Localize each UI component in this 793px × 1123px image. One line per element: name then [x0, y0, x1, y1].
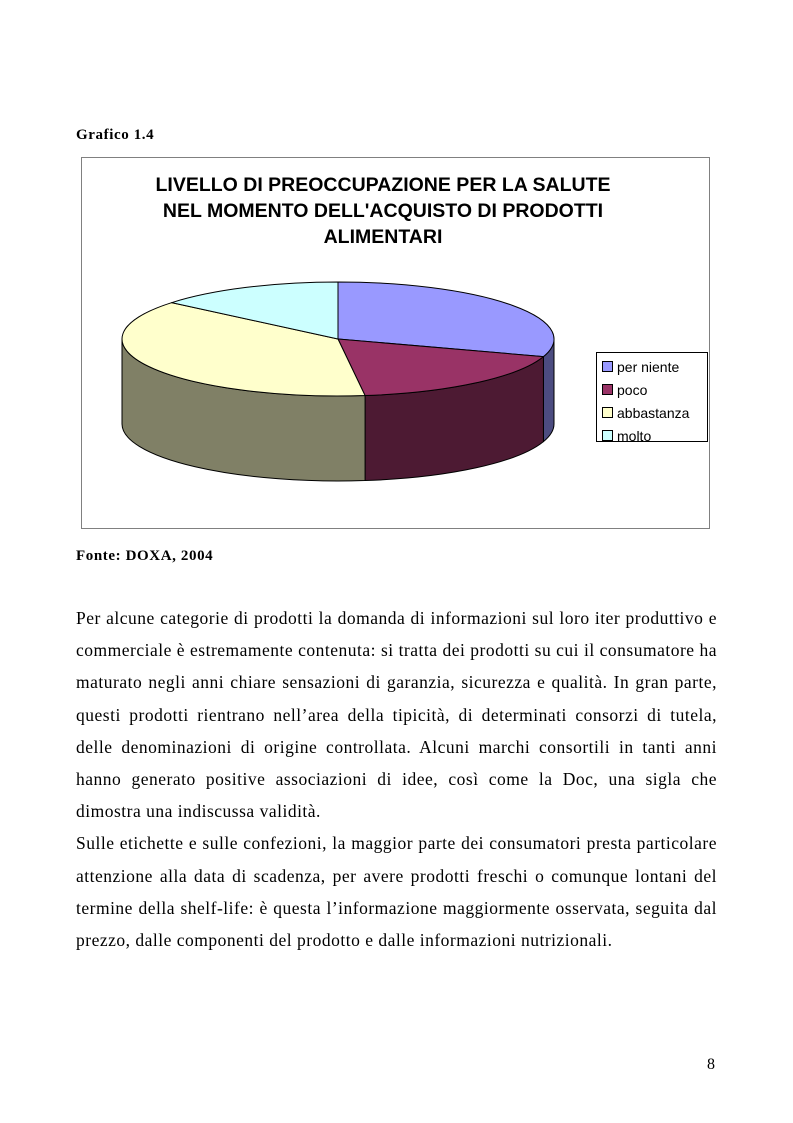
figure-label: Grafico 1.4 — [76, 127, 155, 143]
legend-item-abbastanza — [602, 401, 707, 424]
pie-chart — [81, 157, 710, 529]
body-text — [76, 602, 717, 956]
chart-title — [118, 172, 648, 250]
chart-title-line-2: NEL MOMENTO DELL'ACQUISTO DI PRODOTTI — [162, 200, 604, 222]
legend-swatch-molto — [602, 430, 613, 441]
legend-swatch-abbastanza — [602, 407, 613, 418]
legend-swatch-per-niente — [602, 361, 613, 372]
chart-title-line-3: ALIMENTARI — [323, 226, 443, 248]
source-label: Fonte: DOXA, 2004 — [76, 548, 214, 564]
legend-label-molto: molto — [617, 427, 652, 444]
legend-item-poco — [602, 378, 707, 401]
legend-swatch-poco — [602, 384, 613, 395]
chart-title-line-1: LIVELLO DI PREOCCUPAZIONE PER LA SALUTE — [155, 174, 611, 196]
paragraph-2: Sulle etichette e sulle confezioni, la maggior parte dei consumatori presta particolare attenzione alla data di scadenza, per avere prodotti freschi o comunque lontani del termine della shelf-life: è questa l’informazione maggiormente osservata, seguita dal prezzo, dalle componenti del prodotto e dalle informazioni nutrizionali. — [76, 833, 717, 951]
legend-label-poco: poco — [617, 381, 648, 398]
legend-label-per-niente: per niente — [617, 358, 680, 375]
legend-label-abbastanza: abbastanza — [617, 404, 690, 421]
legend-item-molto — [602, 424, 707, 447]
page-number: 8 — [707, 1056, 715, 1073]
paragraph-1: Per alcune categorie di prodotti la domanda di informazioni sul loro iter produttivo e commerciale è estremamente contenuta: si tratta dei prodotti su cui il consumatore ha maturato negli anni chiare sensazioni di garanzia, sicurezza e qualità. In gran parte, questi prodotti rientrano nell’area della tipicità, di determinati consorzi di tutela, delle denominazioni di origine controllata. Alcuni marchi consortili in tanti anni hanno generato positive associazioni di idee, così come la Doc, una sigla che dimostra una indiscussa validità. — [76, 608, 717, 822]
chart-legend — [596, 352, 708, 442]
legend-item-per-niente — [602, 355, 707, 378]
